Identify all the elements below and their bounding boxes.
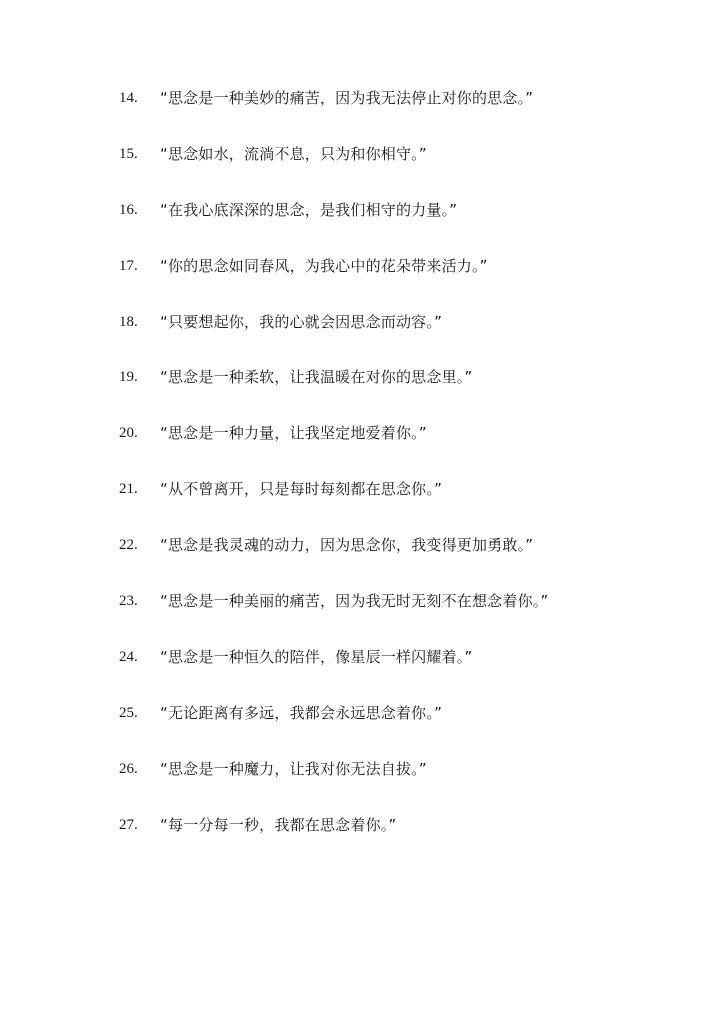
item-text: “你的思念如同春风，为我心中的花朵带来活力。” bbox=[160, 256, 488, 275]
list-item bbox=[119, 533, 548, 589]
item-number: 20. bbox=[119, 425, 138, 442]
list-item bbox=[119, 142, 548, 198]
quote-list bbox=[119, 86, 548, 868]
item-number: 24. bbox=[119, 648, 138, 665]
item-text: “思念是一种美妙的痛苦，因为我无法停止对你的思念。” bbox=[160, 89, 534, 107]
list-item bbox=[119, 589, 548, 645]
item-number: 17. bbox=[119, 257, 138, 274]
item-text: “在我心底深深的思念，是我们相守的力量。” bbox=[160, 200, 458, 219]
list-item bbox=[119, 198, 548, 254]
list-item bbox=[119, 310, 548, 366]
item-text: “思念是一种魔力，让我对你无法自拔。” bbox=[160, 759, 427, 778]
item-number: 23. bbox=[119, 593, 138, 610]
item-number: 22. bbox=[119, 537, 138, 554]
item-number: 26. bbox=[119, 760, 138, 777]
item-text: “每一分每一秒，我都在思念着你。” bbox=[160, 815, 397, 834]
item-text: “思念是一种恒久的陪伴，像星辰一样闪耀着。” bbox=[160, 647, 473, 666]
item-number: 21. bbox=[119, 481, 138, 498]
list-item bbox=[119, 645, 548, 701]
item-number: 25. bbox=[119, 704, 138, 721]
item-text: “从不曾离开，只是每时每刻都在思念你。” bbox=[160, 480, 443, 499]
item-text: “无论距离有多远，我都会永远思念着你。” bbox=[160, 703, 443, 722]
list-item bbox=[119, 254, 548, 310]
item-text: “思念是一种美丽的痛苦，因为我无时无刻不在想念着你。” bbox=[160, 592, 549, 611]
list-item bbox=[119, 86, 548, 142]
item-number: 14. bbox=[119, 90, 138, 106]
list-item bbox=[119, 701, 548, 757]
list-item bbox=[119, 477, 548, 533]
item-number: 18. bbox=[119, 313, 138, 330]
list-item bbox=[119, 421, 548, 477]
list-item bbox=[119, 757, 548, 813]
list-item bbox=[119, 813, 548, 869]
item-text: “只要想起你，我的心就会因思念而动容。” bbox=[160, 312, 443, 331]
item-text: “思念是一种力量，让我坚定地爱着你。” bbox=[160, 424, 427, 443]
item-number: 16. bbox=[119, 201, 138, 218]
item-text: “思念是一种柔软，让我温暖在对你的思念里。” bbox=[160, 368, 473, 387]
item-text: “思念如水，流淌不息，只为和你相守。” bbox=[160, 144, 427, 163]
list-item bbox=[119, 365, 548, 421]
item-text: “思念是我灵魂的动力，因为思念你，我变得更加勇敢。” bbox=[160, 536, 534, 555]
item-number: 19. bbox=[119, 369, 138, 386]
item-number: 27. bbox=[119, 816, 138, 833]
item-number: 15. bbox=[119, 145, 138, 162]
